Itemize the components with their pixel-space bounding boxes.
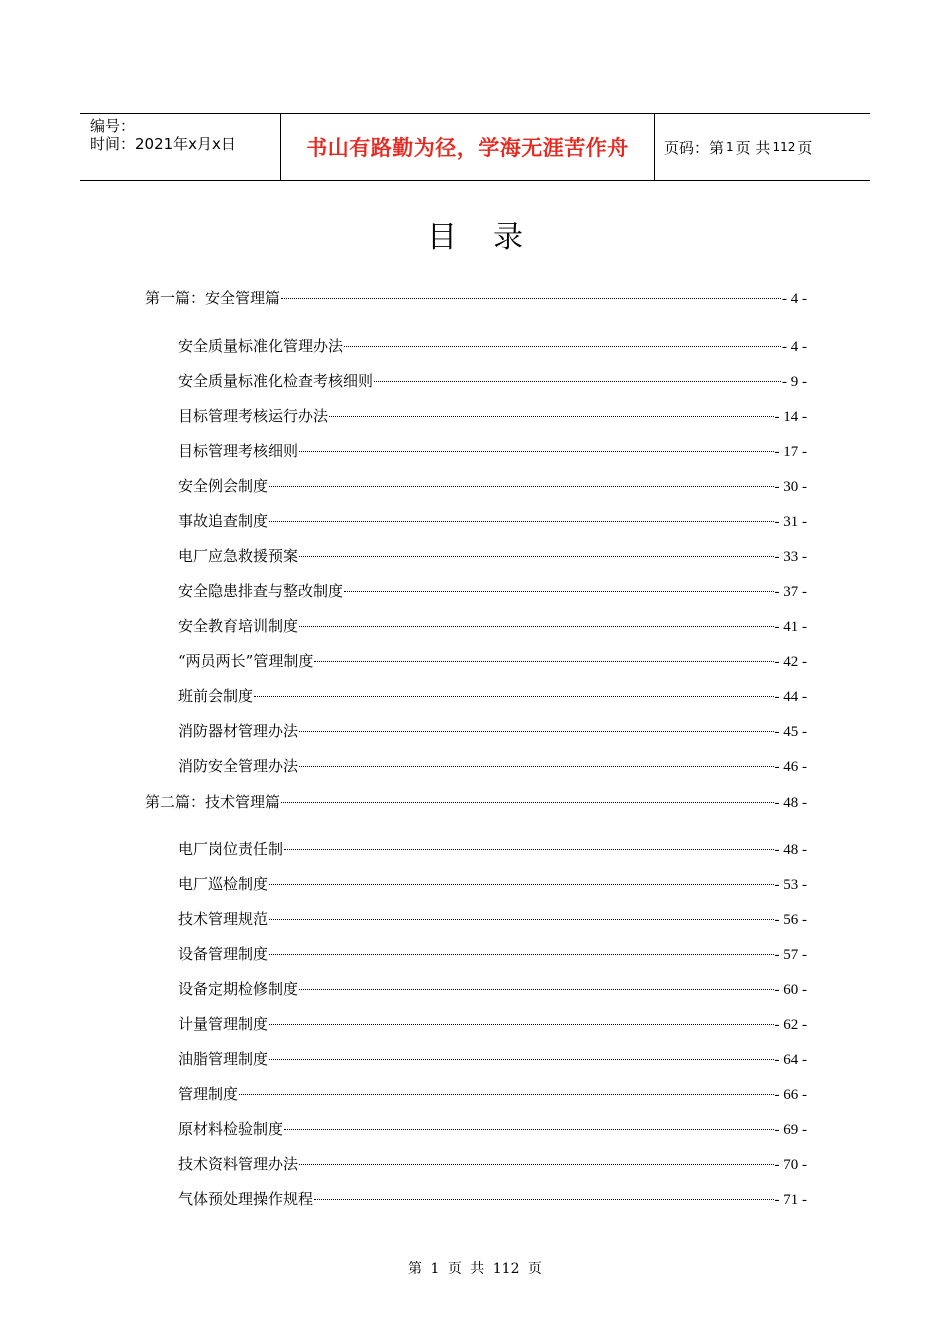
toc-entry[interactable]	[178, 1188, 807, 1210]
toc-leader-dots	[299, 1163, 773, 1165]
toc-entry-page: - 4 -	[782, 291, 807, 307]
toc-leader-dots	[284, 848, 773, 850]
page-mid: 页 共	[735, 138, 771, 157]
toc-entry-title: 安全质量标准化检查考核细则	[178, 372, 374, 390]
toc-entry[interactable]	[178, 943, 807, 965]
page-suffix: 页	[797, 138, 813, 157]
toc-leader-dots	[314, 660, 773, 662]
toc-leader-dots	[329, 415, 773, 417]
toc-title: 目录	[427, 220, 559, 255]
toc-entry-title: 电厂应急救援预案	[178, 547, 299, 565]
toc-entry-page: - 57 -	[774, 947, 807, 963]
toc-leader-dots	[269, 520, 773, 522]
header-meta	[80, 114, 281, 180]
toc-entry-title: 第二篇：技术管理篇	[145, 793, 281, 811]
toc-entry-title: 管理制度	[178, 1085, 239, 1103]
toc-entry-page: - 17 -	[774, 444, 807, 460]
toc-leader-dots	[254, 695, 773, 697]
toc-leader-dots	[269, 918, 773, 920]
toc-entry-page: - 48 -	[774, 842, 807, 858]
toc-entry[interactable]	[178, 545, 807, 567]
toc-entry-page: - 62 -	[774, 1017, 807, 1033]
toc-entry-title: 安全隐患排查与整改制度	[178, 582, 344, 600]
toc-entry-page: - 53 -	[774, 877, 807, 893]
header-page-number	[655, 114, 870, 180]
toc-entry[interactable]	[178, 475, 807, 497]
toc-leader-dots	[239, 1093, 773, 1095]
toc-entry[interactable]	[178, 908, 807, 930]
toc-entry-title: 事故追查制度	[178, 512, 269, 530]
toc-leader-dots	[374, 380, 781, 382]
document-time: 时间：2021年x月x日	[90, 135, 236, 153]
toc-entry[interactable]	[178, 405, 807, 427]
toc-entry-page: - 9 -	[782, 374, 807, 390]
toc-entry-title: 油脂管理制度	[178, 1050, 269, 1068]
toc-leader-dots	[299, 730, 773, 732]
toc-entry-title: 气体预处理操作规程	[178, 1190, 314, 1208]
toc-entry-page: - 69 -	[774, 1122, 807, 1138]
toc-leader-dots	[299, 555, 773, 557]
toc-leader-dots	[299, 988, 773, 990]
toc-entry-page: - 70 -	[774, 1157, 807, 1173]
page-total: 112	[772, 140, 796, 154]
toc-entry-page: - 48 -	[774, 795, 807, 811]
toc-entry[interactable]	[178, 978, 807, 1000]
toc-entry-title: 计量管理制度	[178, 1015, 269, 1033]
toc-entry-page: - 41 -	[774, 619, 807, 635]
toc-entry-title: 目标管理考核细则	[178, 442, 299, 460]
toc-entry[interactable]	[145, 791, 807, 813]
page-current: 1	[726, 140, 734, 154]
toc-entry-page: - 4 -	[782, 339, 807, 355]
toc-leader-dots	[269, 1023, 773, 1025]
toc-entry-page: - 14 -	[774, 409, 807, 425]
toc-entry[interactable]	[178, 1153, 807, 1175]
toc-entry-title: 班前会制度	[178, 687, 254, 705]
toc-entry[interactable]	[178, 335, 807, 357]
toc-entry[interactable]	[178, 370, 807, 392]
toc-entry-page: - 45 -	[774, 724, 807, 740]
toc-entry-title: 技术管理规范	[178, 910, 269, 928]
page-prefix: 页码：第	[664, 138, 725, 157]
toc-entry-title: 设备管理制度	[178, 945, 269, 963]
document-number-label: 编号：	[90, 117, 136, 135]
toc-entry[interactable]	[178, 755, 807, 777]
toc-leader-dots	[344, 345, 781, 347]
toc-leader-dots	[284, 1128, 773, 1130]
toc-entry-page: - 31 -	[774, 514, 807, 530]
toc-entry[interactable]	[178, 440, 807, 462]
toc-entry[interactable]	[178, 1083, 807, 1105]
toc-leader-dots	[344, 590, 773, 592]
toc-entry-page: - 64 -	[774, 1052, 807, 1068]
toc-leader-dots	[269, 485, 773, 487]
motto-text: 书山有路勤为径，学海无涯苦作舟	[306, 136, 629, 160]
toc-entry-title: 安全质量标准化管理办法	[178, 337, 344, 355]
toc-leader-dots	[281, 801, 773, 803]
toc-entry-title: 原材料检验制度	[178, 1120, 284, 1138]
toc-entry[interactable]	[178, 873, 807, 895]
header-motto	[281, 114, 655, 180]
toc-entry-page: - 56 -	[774, 912, 807, 928]
toc-entry-title: “两员两长”管理制度	[178, 652, 314, 670]
toc-leader-dots	[281, 297, 781, 299]
toc-entry-page: - 66 -	[774, 1087, 807, 1103]
toc-entry[interactable]	[178, 838, 807, 860]
toc-entry[interactable]	[178, 720, 807, 742]
page-footer: 第 1 页 共 112 页	[408, 1261, 542, 1277]
toc-entry-title: 安全例会制度	[178, 477, 269, 495]
toc-entry-title: 设备定期检修制度	[178, 980, 299, 998]
toc-entry[interactable]	[178, 510, 807, 532]
toc-entry[interactable]	[178, 685, 807, 707]
toc-leader-dots	[269, 883, 773, 885]
toc-entry[interactable]	[145, 287, 807, 309]
toc-entry-title: 安全教育培训制度	[178, 617, 299, 635]
toc-entry-title: 目标管理考核运行办法	[178, 407, 329, 425]
toc-entry-title: 电厂巡检制度	[178, 875, 269, 893]
toc-entry-page: - 44 -	[774, 689, 807, 705]
toc-entry-title: 消防器材管理办法	[178, 722, 299, 740]
toc-leader-dots	[299, 450, 773, 452]
toc-entry[interactable]	[178, 615, 807, 637]
toc-entry-page: - 60 -	[774, 982, 807, 998]
toc-entry[interactable]	[178, 1118, 807, 1140]
toc-entry[interactable]	[178, 1048, 807, 1070]
toc-leader-dots	[269, 1058, 773, 1060]
toc-entry-title: 电厂岗位责任制	[178, 840, 284, 858]
toc-entry-page: - 37 -	[774, 584, 807, 600]
document-header	[80, 113, 870, 181]
toc-entry-page: - 46 -	[774, 759, 807, 775]
toc-leader-dots	[299, 625, 773, 627]
toc-entry[interactable]	[178, 580, 807, 602]
toc-entry-page: - 33 -	[774, 549, 807, 565]
toc-entry-page: - 30 -	[774, 479, 807, 495]
toc-entry-title: 技术资料管理办法	[178, 1155, 299, 1173]
toc-entry-title: 消防安全管理办法	[178, 757, 299, 775]
toc-entry-page: - 42 -	[774, 654, 807, 670]
toc-entry-title: 第一篇：安全管理篇	[145, 289, 281, 307]
toc-entry[interactable]	[178, 650, 807, 672]
toc-leader-dots	[269, 953, 773, 955]
toc-entry-page: - 71 -	[774, 1192, 807, 1208]
toc-entry[interactable]	[178, 1013, 807, 1035]
toc-leader-dots	[314, 1198, 773, 1200]
toc-leader-dots	[299, 765, 773, 767]
